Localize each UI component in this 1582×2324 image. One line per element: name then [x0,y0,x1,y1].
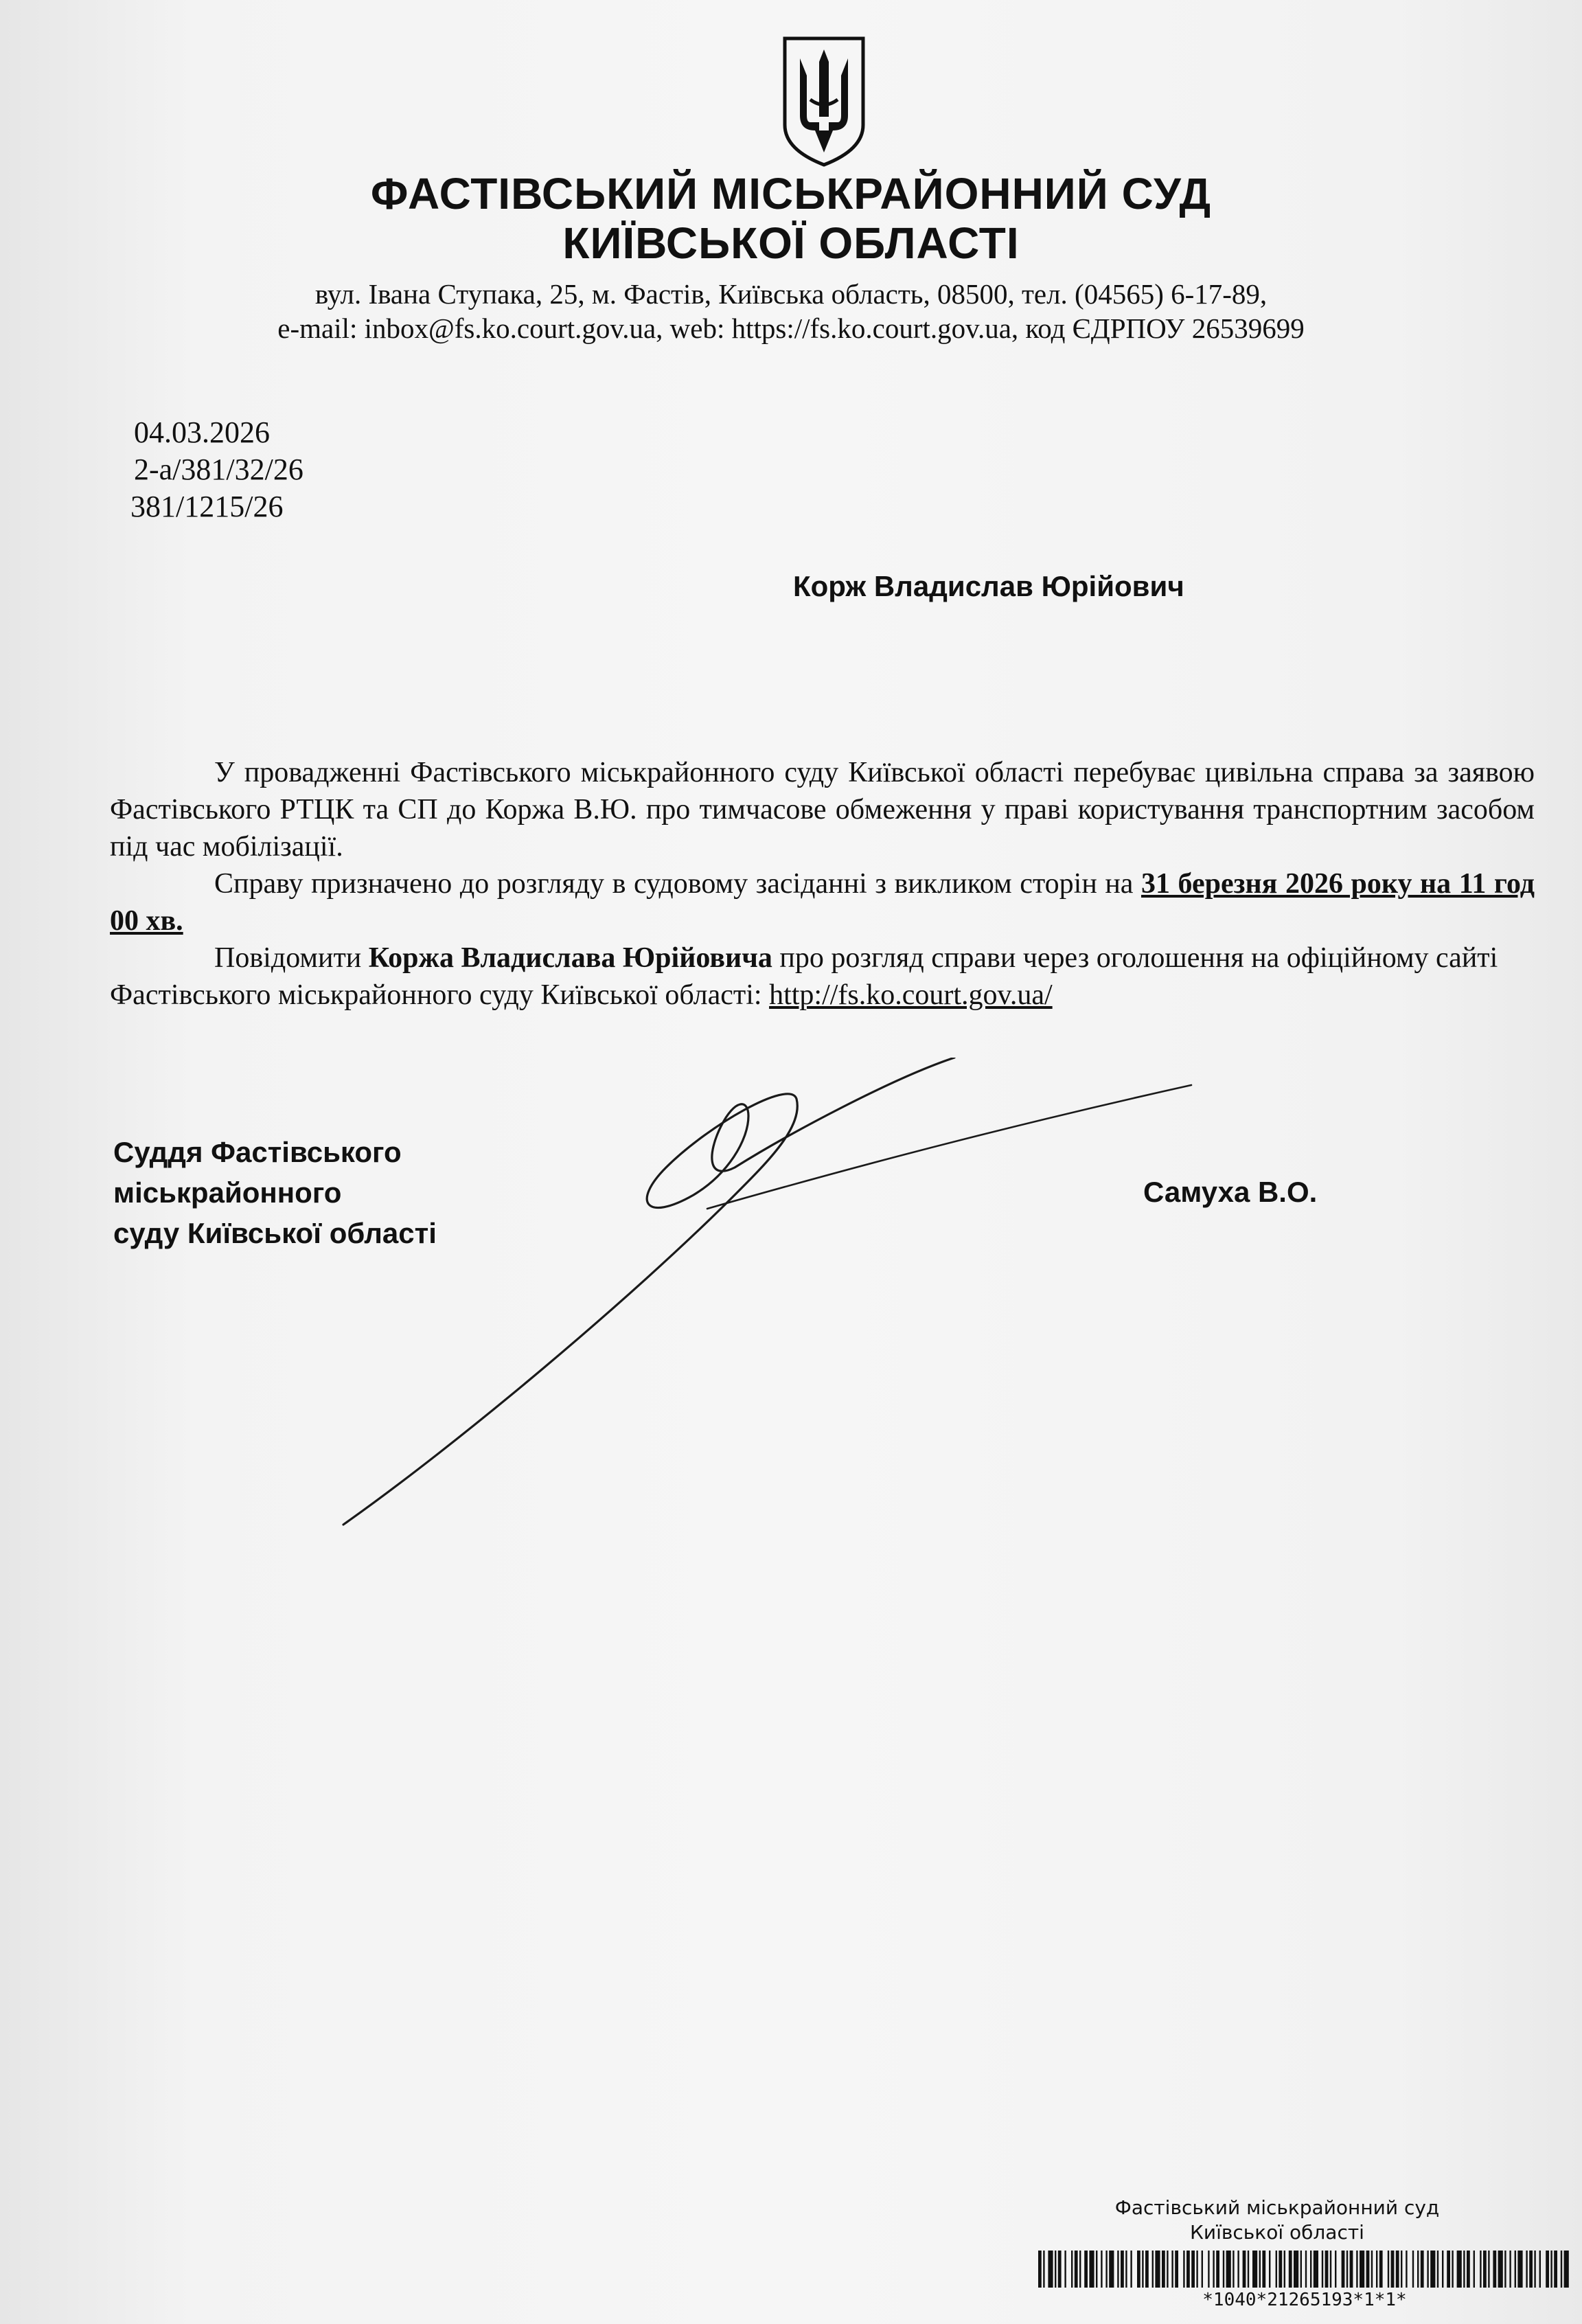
court-name-line1: ФАСТІВСЬКИЙ МІСЬКРАЙОННИЙ СУД [370,169,1212,218]
barcode-bar [1388,2251,1389,2288]
barcode-bar [1252,2251,1257,2288]
barcode-bar [1550,2251,1552,2288]
barcode-bar [1430,2251,1435,2288]
letter-body [110,754,1535,1014]
barcode-bar [1401,2251,1402,2288]
barcode-bar [1493,2251,1496,2288]
barcode-bar [1101,2251,1102,2288]
barcode-bar [1322,2251,1323,2288]
barcode-bar [1294,2251,1298,2288]
barcode-bar [1305,2251,1307,2288]
barcode-bar [1071,2251,1073,2288]
barcode-bar [1121,2251,1124,2288]
barcode-bar [1276,2251,1277,2288]
barcode-bar [1183,2251,1184,2288]
barcode-bar [1248,2251,1249,2288]
barcode-bar [1350,2251,1353,2288]
barcode-bar [1529,2251,1533,2288]
barcode-bar [1058,2251,1062,2288]
barcode-bar [1196,2251,1197,2288]
barcode-bar [1152,2251,1154,2288]
barcode-bar [1509,2251,1511,2288]
barcode-bar [1412,2251,1414,2288]
barcode-bar [1064,2251,1066,2288]
court-address: вул. Івана Ступака, 25, м. Фастів, Київська область, 08500, тел. (04565) 6-17-89, [314,278,1268,310]
notice-text-before: Повідомити [214,942,369,974]
barcode-bar [1427,2251,1428,2288]
barcode-bar [1452,2251,1453,2288]
barcode-bar [1467,2251,1470,2288]
barcode-bar [1447,2251,1450,2288]
barcode-bar [1226,2251,1231,2288]
barcode-bar [1043,2251,1044,2288]
barcode-bar [1243,2251,1246,2288]
barcode-bar [1314,2251,1318,2288]
barcode-bar [1223,2251,1224,2288]
stamp-court-line2: Київської області [1190,2221,1364,2244]
barcode-bar [1488,2251,1489,2288]
barcode-bar [1089,2251,1094,2288]
judge-title-line3: суду Київської області [113,1217,437,1249]
barcode-bar [1561,2251,1562,2288]
barcode-bar [1534,2251,1535,2288]
barcode-bar [1406,2251,1407,2288]
barcode-bar [1437,2251,1438,2288]
barcode-bar [1048,2251,1053,2288]
barcode-bar [1346,2251,1348,2288]
barcode-bar [1262,2251,1265,2288]
barcode-bar [1237,2251,1239,2288]
outgoing-number: 381/1215/26 [130,490,284,523]
barcode-bar [1109,2251,1114,2288]
barcode-bar [1105,2251,1107,2288]
barcode-bar [1356,2251,1357,2288]
judge-title-line1: Суддя Фастівського [113,1136,402,1168]
barcode-bar [1289,2251,1292,2288]
case-number: 2-а/381/32/26 [134,453,303,486]
paragraph-case: У провадженні Фастівського міськрайонного суду Київської області перебуває цивільна справа за заявою Фастівського РТЦК та СП до Коржа В.Ю. про тимчасове обмеження у праві користування транспортним засобом під час мобілізації. [110,757,1535,863]
barcode-bar [1457,2251,1462,2288]
trident-icon [779,34,869,168]
barcode-bar [1216,2251,1219,2288]
barcode-bar [1417,2251,1419,2288]
barcode-bar [1167,2251,1168,2288]
barcode-bar [1515,2251,1516,2288]
barcode-bar [1335,2251,1336,2288]
document-date: 04.03.2026 [134,415,270,449]
barcode-bar [1162,2251,1165,2288]
barcode-bar [1310,2251,1311,2288]
notice-text-after: про розгляд справи через оголошення на офіційному сайті Фастівського міськрайонного суду Київської області: [110,942,1498,1011]
barcode-bar [1480,2251,1481,2288]
barcode-bar [1130,2251,1132,2288]
barcode-bar [1325,2251,1329,2288]
barcode-bar [1554,2251,1557,2288]
barcode-bar [1376,2251,1377,2288]
barcode-bar [1142,2251,1143,2288]
reference-block [130,414,303,525]
barcode-number: *1040*21265193*1*1* [1202,2290,1407,2310]
barcode-bar [1137,2251,1140,2288]
barcode-bar [1300,2251,1302,2288]
barcode-bar [1055,2251,1056,2288]
barcode-bar [1186,2251,1190,2288]
recipient-name: Корж Владислав Юрійович [793,570,1184,602]
barcode-bar [1421,2251,1424,2288]
barcode-bar [1202,2251,1203,2288]
judge-name: Самуха В.О. [1143,1176,1318,1208]
barcode-bar [1498,2251,1503,2288]
barcode-bar [1145,2251,1149,2288]
barcode-bar [1213,2251,1214,2288]
document-barcode [1037,2251,1572,2288]
barcode-bar [1342,2251,1345,2288]
barcode-bar [1284,2251,1285,2288]
barcode-bar [1084,2251,1088,2288]
barcode-bar [1175,2251,1178,2288]
barcode-bar [1391,2251,1395,2288]
handwritten-signature [323,1058,1215,1538]
barcode-bar [1259,2251,1261,2288]
barcode-bar [1546,2251,1549,2288]
barcode-bar [1191,2251,1195,2288]
barcode-bar [1125,2251,1127,2288]
court-name-line2: КИЇВСЬКОЇ ОБЛАСТІ [562,218,1020,268]
barcode-bar [1463,2251,1465,2288]
barcode-bar [1038,2251,1042,2288]
barcode-bar [1208,2251,1209,2288]
barcode-bar [1371,2251,1373,2288]
barcode-bar [1539,2251,1541,2288]
barcode-bar [1517,2251,1522,2288]
barcode-bar [1504,2251,1506,2288]
barcode-bar [1269,2251,1270,2288]
barcode-bar [1366,2251,1370,2288]
hearing-text: Справу призначено до розгляду в судовому засіданні з викликом сторін на [214,868,1141,900]
barcode-bar [1442,2251,1443,2288]
court-website-link[interactable]: http://fs.ko.court.gov.ua/ [769,979,1053,1011]
barcode-bar [1279,2251,1282,2288]
barcode-bar [1483,2251,1487,2288]
barcode-bar [1096,2251,1097,2288]
paragraph-hearing [110,865,1535,939]
barcode-bar [1379,2251,1383,2288]
barcode-bar [1233,2251,1234,2288]
barcode-bar [1155,2251,1160,2288]
barcode-bar [1526,2251,1527,2288]
barcode-bar [1474,2251,1475,2288]
barcode-bar [1117,2251,1119,2288]
barcode-bar [1396,2251,1399,2288]
barcode-bar [1079,2251,1081,2288]
barcode-bar [1171,2251,1173,2288]
hearing-date: 31 березня 2026 року на 11 год 00 хв. [110,868,1535,937]
judge-title-line2: міськрайонного [113,1176,342,1209]
stamp-court-line1: Фастівський міськрайонний суд [1114,2196,1440,2219]
barcode-bar [1075,2251,1078,2288]
court-contacts: e-mail: inbox@fs.ko.court.gov.ua, web: https://fs.ko.court.gov.ua, код ЄДРПОУ 26539699 [277,312,1305,344]
barcode-bar [1330,2251,1331,2288]
notice-person: Коржа Владислава Юрійовича [368,942,772,974]
barcode-bar [1564,2251,1569,2288]
paragraph-notice [110,939,1535,1014]
barcode-bar [1360,2251,1364,2288]
